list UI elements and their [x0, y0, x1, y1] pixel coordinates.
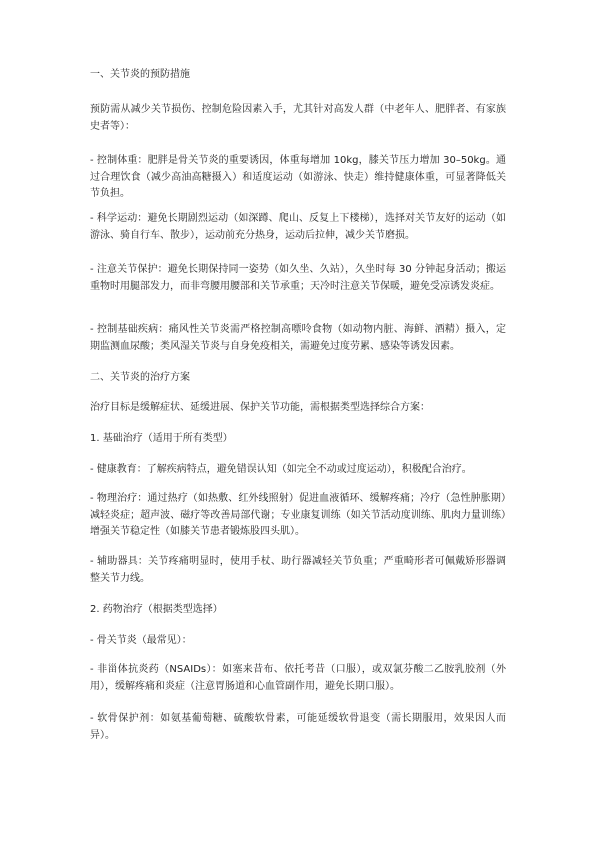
- treatment-intro: 治疗目标是缓解症状、延缓进展、保护关节功能，需根据类型选择综合方案：: [90, 402, 430, 413]
- bullet-scientific-exercise: - 科学运动：避免长期剧烈运动（如深蹲、爬山、反复上下楼梯），选择对关节友好的运动（如游泳、骑自行车、散步），运动前充分热身，运动后拉伸，减少关节磨损。: [90, 213, 506, 241]
- section-heading-prevention: 一、关节炎的预防措施: [90, 69, 190, 80]
- bullet-assistive-devices: - 辅助器具：关节疼痛明显时，使用手杖、助行器减轻关节负重；严重畸形者可佩戴矫形器调整关节力线。: [90, 556, 506, 584]
- bullet-health-education: - 健康教育：了解疾病特点，避免错误认知（如完全不动或过度运动），积极配合治疗。: [90, 464, 472, 475]
- bullet-weight-control: - 控制体重：肥胖是骨关节炎的重要诱因，体重每增加 10kg，膝关节压力增加 30–50kg。通过合理饮食（减少高油高糖摄入）和适度运动（如游泳、快走）维持健康体重，可显著降低关节负担。: [90, 155, 506, 199]
- bullet-underlying-disease: - 控制基础疾病：痛风性关节炎需严格控制高嘌呤食物（如动物内脏、海鲜、酒精）摄入，定期监测血尿酸；类风湿关节炎与自身免疫相关，需避免过度劳累、感染等诱发因素。: [90, 324, 506, 352]
- bullet-osteoarthritis: - 骨关节炎（最常见）：: [90, 635, 192, 646]
- bullet-joint-protection: - 注意关节保护：避免长期保持同一姿势（如久坐、久站），久坐时每 30 分钟起身活动；搬运重物时用腿部发力，而非弯腰用腰部和关节承重；天冷时注意关节保暖，避免受凉诱发炎症。: [90, 264, 506, 292]
- bullet-cartilage-protectors: - 软骨保护剂：如氨基葡萄糖、硫酸软骨素，可能延缓软骨退变（需长期服用，效果因人而异）。: [90, 713, 506, 741]
- prevention-intro: 预防需从减少关节损伤、控制危险因素入手，尤其针对高发人群（中老年人、肥胖者、有家族史者等）：: [90, 104, 506, 132]
- subheading-basic-treatment: 1. 基础治疗（适用于所有类型）: [90, 433, 233, 444]
- section-heading-treatment: 二、关节炎的治疗方案: [90, 372, 190, 383]
- bullet-physical-therapy: - 物理治疗：通过热疗（如热敷、红外线照射）促进血液循环、缓解疼痛；冷疗（急性肿胀期）减轻炎症；超声波、磁疗等改善局部代谢；专业康复训练（如关节活动度训练、肌肉力量训练）增强关节稳定性（如膝关节患者锻炼股四头肌）。: [90, 493, 506, 537]
- subheading-drug-treatment: 2. 药物治疗（根据类型选择）: [90, 604, 223, 615]
- bullet-nsaids: - 非甾体抗炎药（NSAIDs）：如塞来昔布、依托考昔（口服），或双氯芬酸二乙胺乳胶剂（外用），缓解疼痛和炎症（注意胃肠道和心血管副作用，避免长期口服）。: [90, 664, 506, 692]
